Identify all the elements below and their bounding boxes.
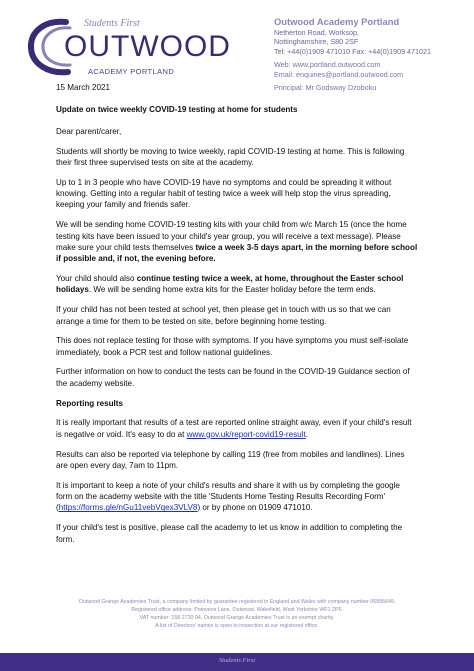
address-line-1: Netherton Road, Worksop,	[274, 28, 359, 37]
footer-line-4: A list of Directors' names is open to inspection at our registered office.	[155, 623, 319, 629]
reporting-heading: Reporting results	[56, 398, 124, 408]
logo-tagline: Students First	[84, 18, 140, 29]
paragraph-2: Up to 1 in 3 people who have COVID-19 have no symptoms and could be spreading it without knowing. Getting into a regular habit of testing twice a week will help stop the virus spreading, keeping your family and friends safer.	[56, 177, 392, 210]
paragraph-3-emphasis: twice a week 3-5 days apart, in the morning before school if possible and, if not, the evening before.	[56, 242, 418, 264]
letter-subject: Update on twice weekly COVID-19 testing at home for students	[56, 105, 298, 115]
report-result-link[interactable]: www.gov.uk/report-covid19-result	[186, 429, 306, 439]
paragraph-4-emphasis: continue testing twice a week, at home, throughout the Easter school holidays	[56, 274, 404, 295]
org-name: Outwood Academy Portland	[274, 16, 400, 27]
letter-body	[56, 82, 418, 553]
paragraph-5: If your child has not been tested at school yet, then please get in touch with us so that we can arrange a time for them to be tested on site, before beginning home testing.	[56, 305, 391, 326]
paragraph-9: Results can also be reported via telephone by calling 119 (free from mobiles and landlines). Lines are open every day, 7am to 11pm.	[56, 449, 405, 470]
google-form-link[interactable]: https://forms.gle/nGu11vebVqex3VLV8	[58, 503, 198, 513]
address-line-2: Nottinghamshire, S80 2SF	[274, 37, 359, 47]
paragraph-4: Your child should also continue testing twice a week, at home, throughout the Easter school holidays. We will be sending home extra kits for the Easter holiday before the term ends.	[56, 274, 404, 295]
paragraph-3: We will be sending home COVID-19 testing kits with your child from w/c March 15 (once the home testing kits have been issued to your child's year group, you will receive a text message). Please make sure your child tests themselves twice a week 3-5 days apart, in the morning before school if possible and, if not, the evening before.	[56, 220, 418, 264]
letter-date: 15 March 2021	[56, 83, 110, 92]
footer-bar	[0, 653, 474, 671]
paragraph-7: Further information on how to conduct the tests can be found in the COVID-19 Guidance section of the academy website.	[56, 367, 410, 388]
salutation: Dear parent/carer,	[56, 126, 122, 136]
paragraph-6: This does not replace testing for those with symptoms. If you have symptoms you must self-isolate immediately, book a PCR test and follow national guidelines.	[56, 336, 409, 357]
paragraph-10: It is important to keep a note of your child's results and share it with us by completing the google form on the academy website with the title 'Students Home Testing Results Recording Form' (https://forms.gle/nGu11vebVqex3VLV8) or by phone on 01909 471010.	[56, 480, 400, 513]
principal: Principal: Mr Godsway Dzoboku	[274, 83, 377, 93]
paragraph-11: If your child's test is positive, please call the academy to let us know in addition to completing the form.	[56, 523, 403, 544]
paragraph-1: Students will shortly be moving to twice weekly, rapid COVID-19 testing at home. This is following their first three supervised tests on site at the academy.	[56, 146, 405, 167]
footer-motto: Students First	[218, 657, 256, 664]
logo-subtitle: ACADEMY PORTLAND	[88, 67, 175, 76]
footer-line-2: Registered office address: Potovens Lane, Outwood, Wakefield, West Yorkshire WF1 2PF.	[131, 607, 343, 613]
email[interactable]: Email: enquiries@portland.outwood.com	[274, 69, 404, 79]
phone-fax: Tel: +44(0)1909 471010 Fax: +44(0)1909 471021	[274, 46, 432, 56]
logo-name: OUTWOOD	[64, 30, 231, 63]
footer-line-3: VAT number: 158 2720 04. Outwood Grange Academies Trust is an exempt charity.	[139, 615, 335, 621]
website[interactable]: Web: www.portland.outwood.com	[274, 60, 381, 70]
footer-legal	[40, 598, 434, 630]
academy-logo	[26, 16, 231, 78]
footer-line-1: Outwood Grange Academies Trust, a company limited by guarantee registered in England and Wales with company number 06995649.	[78, 599, 396, 605]
paragraph-8: It is really important that results of a test are reported online straight away, even if your child's result is negative or void. It's easy to do at www.gov.uk/report-covid19-result.	[56, 418, 412, 439]
contact-block	[274, 16, 470, 92]
